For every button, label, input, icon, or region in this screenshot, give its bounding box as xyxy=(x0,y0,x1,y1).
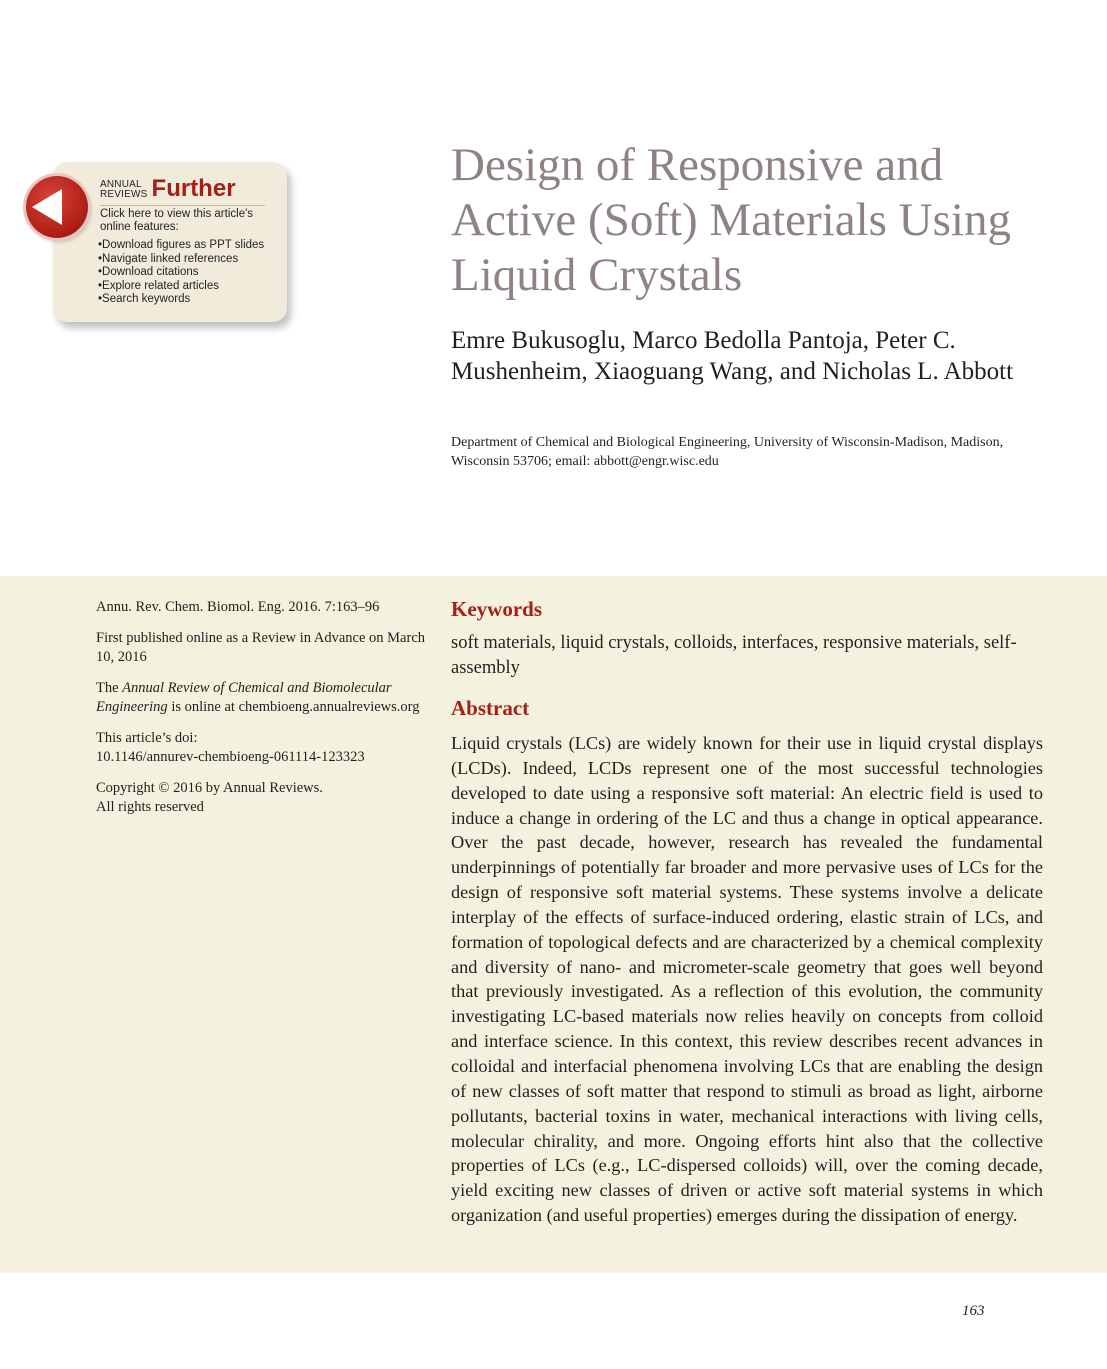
abstract-heading: Abstract xyxy=(451,696,530,720)
logo-further: Further xyxy=(151,175,236,202)
feature-item: • Explore related articles xyxy=(98,280,264,294)
back-arrow-icon[interactable] xyxy=(26,176,88,238)
keywords-text: soft materials, liquid crystals, colloids, interfaces, responsive materials, self-assembly xyxy=(451,633,1017,678)
abstract-text: Liquid crystals (LCs) are widely known for their use in liquid crystal displays (LCDs). Indeed, LCDs represent one of the most successful technologies developed to date using a responsive soft material: An electric field is used to induce a change in ordering of the LC and thus a change in optical appearance. Over the past decade, however, research has revealed the fundamental underpinnings of potentially far broader and more pervasive uses of LCs for the design of responsive soft material systems. These systems involve a delicate interplay of the effects of surface-induced ordering, elastic strain of LCs, and formation of topological defects and are characterized by a chemical complexity and diversity of nano- and micrometer-scale geometry that goes well beyond that previously investigated. As a reflection of this evolution, the community investigating LC-based materials now relies heavily on concepts from colloid and interface science. In this context, this review describes recent advances in colloidal and interfacial phenomena involving LCs that are enabling the design of new classes of soft matter that respond to stimuli as broad as light, airborne pollutants, bacterial toxins in water, mechanical interactions with living cells, molecular chirality, and more. Ongoing efforts hint also that the collective properties of LCs (e.g., LC-dispersed colloids) will, over the coming decade, yield exciting new classes of driven or active soft material systems in which organization (and useful properties) emerges during the dissipation of energy. xyxy=(451,733,1043,1226)
feature-list xyxy=(98,239,264,307)
author-affiliation: Department of Chemical and Biological Engineering, University of Wisconsin-Madison, Madison, Wisconsin 53706; email: abbott@engr.wisc.edu xyxy=(451,435,1004,469)
logo-reviews: REVIEWS xyxy=(100,189,148,200)
further-divider xyxy=(100,205,265,206)
article-title: Design of Responsive and Active (Soft) Materials Using Liquid Crystals xyxy=(451,139,1011,301)
publication-date: First published online as a Review in Advance on March 10, 2016 xyxy=(96,630,426,665)
further-box[interactable] xyxy=(53,162,287,322)
doi-value: 10.1146/annurev-chembioeng-061114-123323 xyxy=(96,749,365,765)
feature-item: • Search keywords xyxy=(98,293,264,307)
feature-item: • Navigate linked references xyxy=(98,253,264,267)
journal-info: The Annual Review of Chemical and Biomolecular Engineering is online at chembioeng.annualreviews.org xyxy=(96,680,420,715)
article-authors: Emre Bukusoglu, Marco Bedolla Pantoja, Peter C. Mushenheim, Xiaoguang Wang, and Nicholas L. Abbott xyxy=(451,327,1014,385)
article-metadata xyxy=(96,598,436,829)
further-instruction xyxy=(100,208,280,234)
journal-name: Annual Review of Chemical and Biomolecular Engineering xyxy=(96,680,392,715)
copyright: Copyright © 2016 by Annual Reviews. All rights reserved xyxy=(96,780,323,815)
doi-label: This article’s doi: xyxy=(96,730,198,746)
feature-item: • Download figures as PPT slides xyxy=(98,239,264,253)
doi-info xyxy=(96,729,436,767)
page-number: 163 xyxy=(962,1303,985,1319)
click-here-link[interactable]: Click here xyxy=(100,208,152,220)
feature-item: • Download citations xyxy=(98,266,264,280)
keywords-heading: Keywords xyxy=(451,597,542,621)
further-instruction-text: to view this article's online features: xyxy=(100,208,254,233)
citation: Annu. Rev. Chem. Biomol. Eng. 2016. 7:163–96 xyxy=(96,599,380,615)
logo-annual: ANNUAL xyxy=(100,179,142,190)
annual-reviews-logo xyxy=(100,175,236,202)
